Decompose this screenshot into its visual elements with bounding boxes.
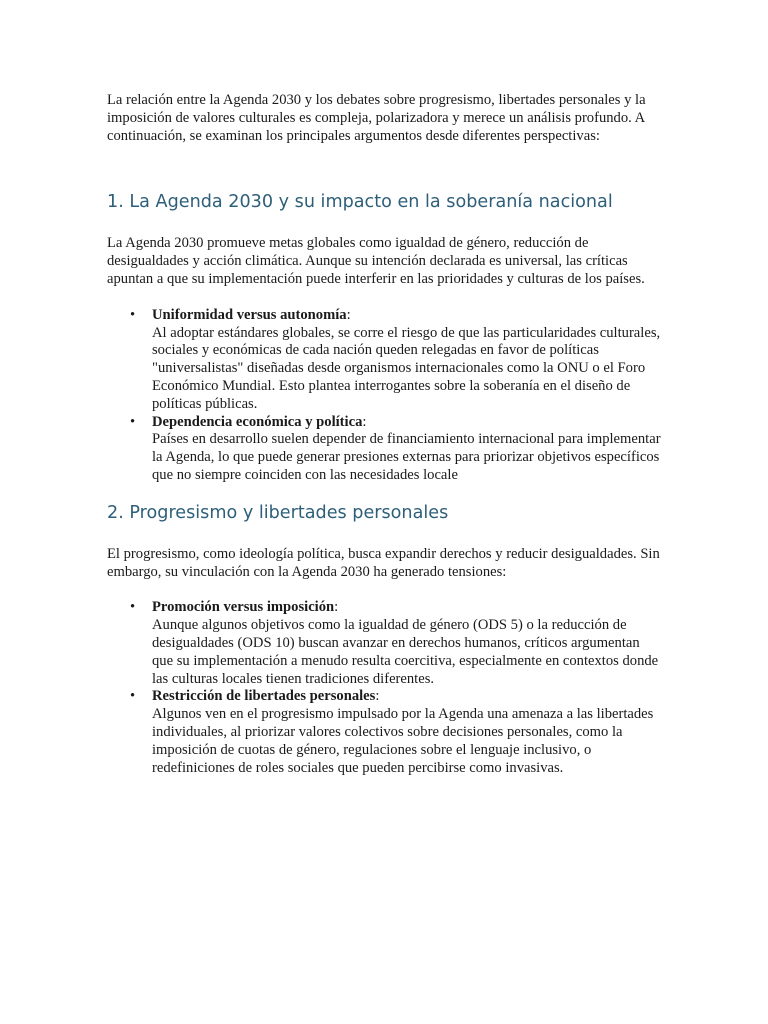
item-text: Algunos ven en el progresismo impulsado por la Agenda una amenaza a las libertades individuales, al priorizar valores colectivos sobre decisiones personales, como la imposición de cuotas de género, regulaciones sobre el lenguaje inclusivo, o redefiniciones de roles sociales que pueden percibirse como invasivas. bbox=[152, 706, 654, 776]
item-term: Restricción de libertades personales bbox=[152, 688, 376, 705]
bullet-icon: • bbox=[130, 306, 136, 323]
section-heading-soberania: 1. La Agenda 2030 y su impacto en la soberanía nacional bbox=[107, 192, 613, 213]
bullet-list-progresismo bbox=[107, 599, 662, 777]
bullet-icon: • bbox=[130, 688, 136, 705]
intro-paragraph: La relación entre la Agenda 2030 y los debates sobre progresismo, libertades personales y la imposición de valores culturales es compleja, polarizadora y merece un análisis profundo. A continuación, se examinan los principales argumentos desde diferentes perspectivas: bbox=[107, 92, 646, 144]
document-page bbox=[107, 92, 662, 777]
item-text: Países en desarrollo suelen depender de financiamiento internacional para implementar la Agenda, lo que puede generar presiones externas para priorizar objetivos específicos que no siempre coinciden con las necesidades locale bbox=[152, 431, 661, 483]
section-paragraph-progresismo: El progresismo, como ideología política, busca expandir derechos y reducir desigualdades. Sin embargo, su vinculación con la Agenda 2030 ha generado tensiones: bbox=[107, 545, 660, 580]
list-item bbox=[130, 413, 662, 485]
item-term: Promoción versus imposición bbox=[152, 599, 335, 616]
item-term: Dependencia económica y política bbox=[152, 413, 363, 430]
item-colon: : bbox=[334, 599, 339, 616]
section-paragraph-soberania: La Agenda 2030 promueve metas globales como igualdad de género, reducción de desigualdades y acción climática. Aunque su intención declarada es universal, las críticas apuntan a que su implementación puede interferir en las prioridades y culturas de los países. bbox=[107, 235, 645, 287]
list-item bbox=[130, 688, 662, 777]
bullet-icon: • bbox=[130, 413, 136, 430]
item-colon: : bbox=[375, 688, 380, 705]
list-item bbox=[130, 306, 662, 414]
item-text: Aunque algunos objetivos como la igualdad de género (ODS 5) o la reducción de desigualdades (ODS 10) buscan avanzar en derechos humanos, críticos argumentan que su implementación a menudo resulta coercitiva, especialmente en contextos donde las culturas locales tienen tradiciones diferentes. bbox=[152, 617, 659, 687]
section-heading-progresismo: 2. Progresismo y libertades personales bbox=[107, 502, 449, 523]
item-text: Al adoptar estándares globales, se corre el riesgo de que las particularidades culturales, sociales y económicas de cada nación queden relegadas en favor de políticas "universalistas" diseñadas desde organismos internacionales como la ONU o el Foro Económico Mundial. Esto plantea interrogantes sobre la soberanía en el diseño de políticas públicas. bbox=[152, 324, 661, 412]
bullet-icon: • bbox=[130, 599, 136, 616]
bullet-list-soberania bbox=[107, 307, 662, 485]
item-term: Uniformidad versus autonomía bbox=[152, 306, 347, 323]
item-colon: : bbox=[346, 306, 351, 323]
list-item bbox=[130, 599, 662, 688]
item-colon: : bbox=[362, 413, 367, 430]
